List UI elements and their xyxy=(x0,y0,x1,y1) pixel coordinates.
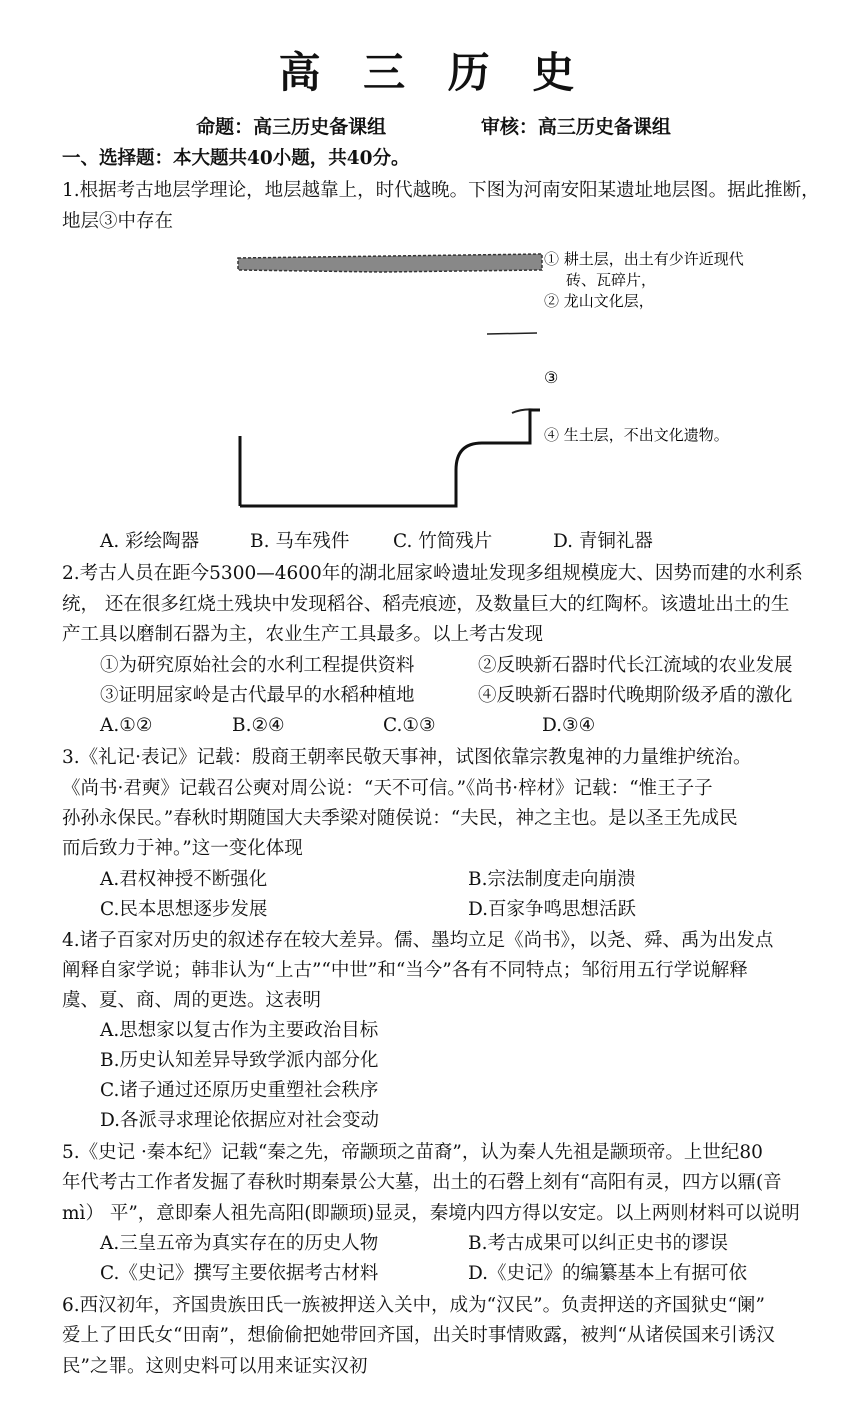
q3-stem: 孙孙永保民。”春秋时期随国大夫季梁对随侯说：“夫民，神之主也。是以圣王先成民 xyxy=(62,808,738,829)
q4-stem: 虞、夏、商、周的更迭。这表明 xyxy=(62,990,322,1011)
q2-option-d[interactable]: D.③④ xyxy=(542,715,596,736)
q1-option-d[interactable]: D. 青铜礼器 xyxy=(553,531,653,552)
q2-option-a[interactable]: A.①② xyxy=(100,715,153,736)
q2-stem: 统， 还在很多红烧土残块中发现稻谷、稻壳痕迹，及数量巨大的红陶杯。该遗址出土的生 xyxy=(62,594,790,615)
q2-stem: 产工具以磨制石器为主，农业生产工具最多。以上考古发现 xyxy=(62,624,544,645)
q4-stem: 4.诸子百家对历史的叙述存在较大差异。儒、墨均立足《尚书》，以尧、舜、禹为出发点 xyxy=(62,930,774,951)
q3-stem: 而后致力于神。”这一变化体现 xyxy=(62,838,303,859)
q3-stem: 《尚书·君奭》记载召公奭对周公说：“天不可信。”《尚书·梓材》记载：“惟王子子 xyxy=(62,778,713,799)
q2-option-b[interactable]: B.②④ xyxy=(232,715,285,736)
q2-item-1: ①为研究原始社会的水利工程提供资料 xyxy=(100,655,415,676)
layer-2-label: ② 龙山文化层， xyxy=(544,292,654,310)
q5-stem: 年代考古工作者发掘了春秋时期秦景公大墓，出土的石磬上刻有“高阳有灵，四方以鼏(音 xyxy=(62,1172,782,1193)
q3-option-c[interactable]: C.民本思想逐步发展 xyxy=(100,899,268,920)
exam-credits xyxy=(0,112,867,139)
q3-option-d[interactable]: D.百家争鸣思想活跃 xyxy=(468,899,637,920)
layer-2-mark xyxy=(487,333,537,334)
page-title: 高 三 历 史 xyxy=(278,48,589,97)
layer-4-label: ④ 生土层，不出文化遗物。 xyxy=(544,426,729,444)
q3-stem: 3.《礼记·表记》记载：殷商王朝率民敬天事神，试图依靠宗教鬼神的力量维护统治。 xyxy=(62,747,752,768)
q1-stem: 地层③中存在 xyxy=(62,211,174,232)
author-line: 命题：高三历史备课组 xyxy=(196,116,387,138)
q5-option-c[interactable]: C.《史记》撰写主要依据考古材料 xyxy=(100,1263,379,1284)
layer-3-label: ③ xyxy=(544,368,559,387)
q4-option-a[interactable]: A.思想家以复古作为主要政治目标 xyxy=(100,1020,379,1041)
q4-option-d[interactable]: D.各派寻求理论依据应对社会变动 xyxy=(100,1110,380,1131)
q2-item-2: ②反映新石器时代长江流域的农业发展 xyxy=(478,655,793,676)
section-heading: 一、选择题：本大题共40小题，共40分。 xyxy=(62,148,410,169)
q2-option-c[interactable]: C.①③ xyxy=(383,715,436,736)
q4-stem: 阐释自家学说；韩非认为“上古”“中世”和“当今”各有不同特点；邹衍用五行学说解释 xyxy=(62,960,748,981)
q3-option-a[interactable]: A.君权神授不断强化 xyxy=(100,869,268,890)
q5-option-a[interactable]: A.三皇五帝为真实存在的历史人物 xyxy=(100,1233,379,1254)
q6-stem: 爱上了田氏女“田南”，想偷偷把她带回齐国，出关时事情败露，被判“从诸侯国来引诱汉 xyxy=(62,1325,775,1346)
q1-option-a[interactable]: A. 彩绘陶器 xyxy=(100,531,200,552)
q1-option-b[interactable]: B. 马车残件 xyxy=(250,531,350,552)
q1-option-c[interactable]: C. 竹简残片 xyxy=(393,531,493,552)
q1-stem: 1.根据考古地层学理论，地层越靠上，时代越晚。下图为河南安阳某遗址地层图。据此推断， xyxy=(62,180,820,201)
q2-item-3: ③证明屈家岭是古代最早的水稻种植地 xyxy=(100,685,415,706)
q5-option-b[interactable]: B.考古成果可以纠正史书的谬误 xyxy=(468,1233,728,1254)
q4-option-b[interactable]: B.历史认知差异导致学派内部分化 xyxy=(100,1050,379,1071)
q6-stem: 6.西汉初年，齐国贵族田氏一族被押送入关中，成为“汉民”。负责押送的齐国狱史“阑” xyxy=(62,1295,765,1316)
q5-option-d[interactable]: D.《史记》的编纂基本上有据可依 xyxy=(468,1263,748,1284)
q5-stem: mì） 平”，意即秦人祖先高阳(即颛顼)显灵，秦境内四方得以安定。以上两则材料可以说明 xyxy=(62,1203,800,1224)
layer-1-label: ① 耕土层，出土有少许近现代 xyxy=(544,250,744,268)
stratigraphy-figure xyxy=(232,248,792,518)
q5-stem: 5.《史记 ·秦本纪》记载“秦之先，帝颛顼之苗裔”，认为秦人先祖是颛顼帝。上世纪80 xyxy=(62,1142,763,1163)
q2-stem: 2.考古人员在距今5300—4600年的湖北屈家岭遗址发现多组规模庞大、因势而建的水利系 xyxy=(62,563,803,584)
pit-profile xyxy=(240,410,540,506)
q4-option-c[interactable]: C.诸子通过还原历史重塑社会秩序 xyxy=(100,1080,379,1101)
q2-item-4: ④反映新石器时代晚期阶级矛盾的激化 xyxy=(478,685,793,706)
layer-1-label-cont: 砖、瓦碎片， xyxy=(566,271,657,289)
q6-stem: 民”之罪。这则史料可以用来证实汉初 xyxy=(62,1356,368,1377)
q3-option-b[interactable]: B.宗法制度走向崩溃 xyxy=(468,869,636,890)
reviewer-line: 审核：高三历史备课组 xyxy=(480,116,671,138)
